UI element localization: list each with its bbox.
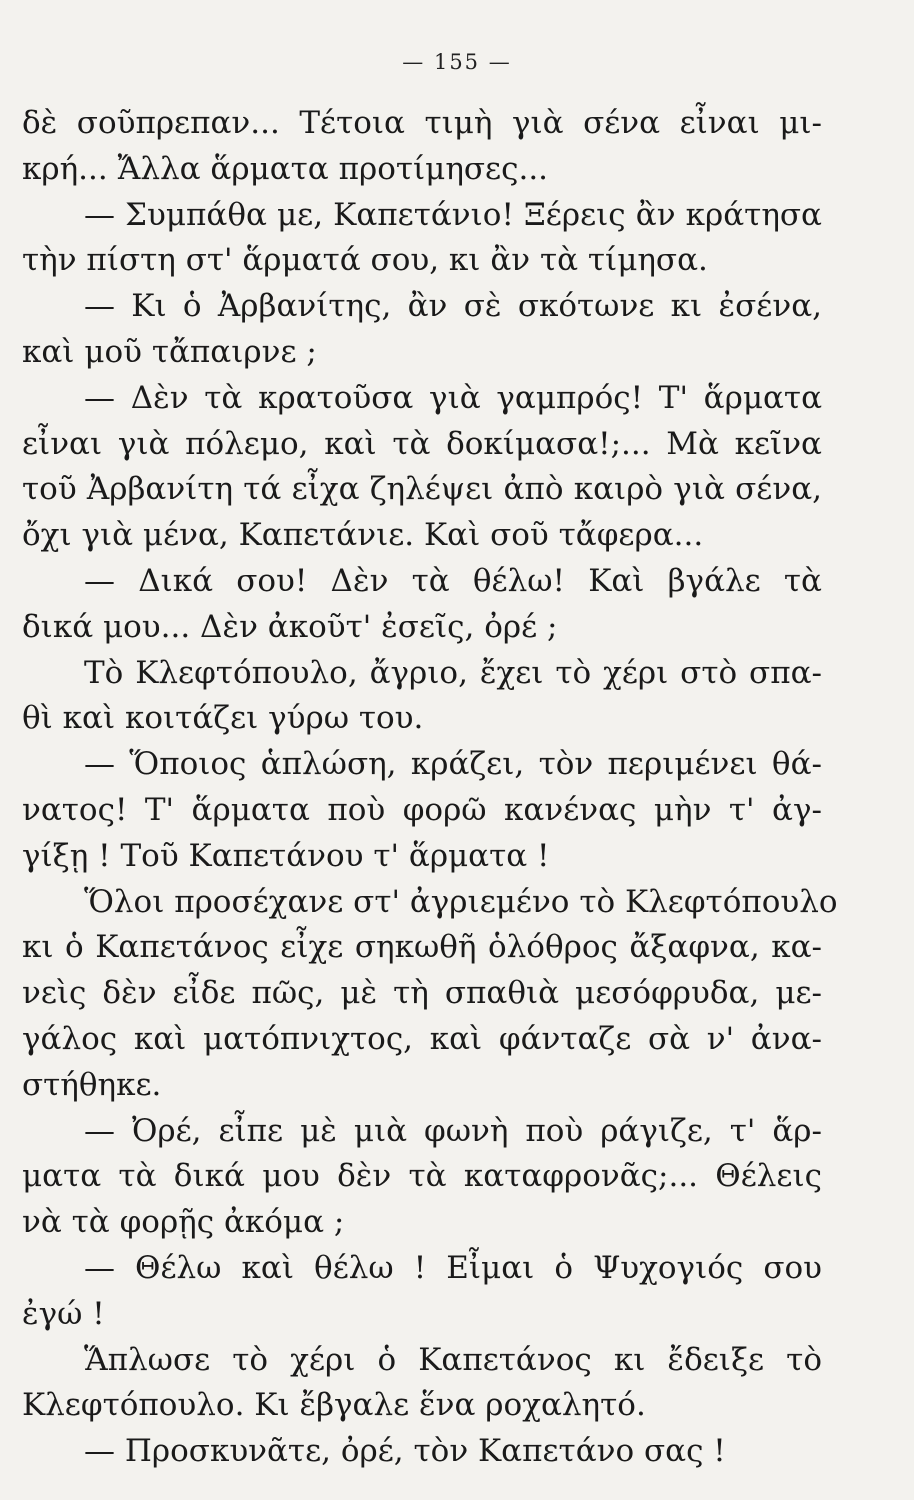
- text-line: Τὸ Κλεφτόπουλο, ἄγριο, ἔχει τὸ χέρι στὸ σπα-: [84, 654, 822, 691]
- text-line: — Ὅποιος ἁπλώση, κράζει, τὸν περιμένει θά-: [84, 746, 822, 783]
- text-line: καὶ μοῦ τἄπαιρνε ;: [22, 333, 317, 370]
- text-line: Κλεφτόπουλο. Κι ἔβγαλε ἕνα ροχαλητό.: [22, 1387, 646, 1424]
- text-line: τοῦ Ἀρβανίτη τά εἶχα ζηλέψει ἀπὸ καιρὸ γιὰ σένα,: [22, 471, 822, 508]
- text-line: Ὅλοι προσέχανε στ' ἀγριεμένο τὸ Κλεφτόπουλο: [84, 883, 838, 920]
- text-line: — Συμπάθα με, Καπετάνιο! Ξέρεις ἂν κράτησα: [84, 196, 822, 233]
- text-line: — Δικά σου! Δὲν τὰ θέλω! Καὶ βγάλε τὰ: [84, 562, 822, 599]
- body-text: [22, 101, 838, 1475]
- text-line: κρή... Ἄλλα ἅρματα προτίμησες...: [22, 150, 549, 187]
- text-line: στήθηκε.: [22, 1066, 162, 1103]
- text-line: δικά μου... Δὲν ἀκοῦτ' ἐσεῖς, ὀρέ ;: [22, 608, 558, 645]
- text-line: — Θέλω καὶ θέλω ! Εἶμαι ὁ Ψυχογιός σου: [84, 1249, 822, 1286]
- page-number: — 155 —: [402, 50, 512, 74]
- text-line: γίξῃ ! Τοῦ Καπετάνου τ' ἅρματα !: [22, 837, 550, 874]
- text-line: — Κι ὁ Ἀρβανίτης, ἂν σὲ σκότωνε κι ἐσένα,: [84, 288, 822, 325]
- text-line: ὄχι γιὰ μένα, Καπετάνιε. Καὶ σοῦ τἄφερα...: [22, 517, 704, 554]
- text-line: — Προσκυνᾶτε, ὀρέ, τὸν Καπετάνο σας !: [84, 1433, 726, 1470]
- text-line: τὴν πίστη στ' ἅρματά σου, κι ἂν τὰ τίμησα.: [22, 242, 708, 279]
- text-line: νατος! Τ' ἅρματα ποὺ φορῶ κανένας μὴν τ' ἀγ-: [22, 791, 822, 828]
- text-line: Ἅπλωσε τὸ χέρι ὁ Καπετάνος κι ἔδειξε τὸ: [84, 1341, 822, 1378]
- text-line: ἐγώ !: [22, 1295, 105, 1332]
- text-line: νὰ τὰ φορῇς ἀκόμα ;: [22, 1204, 345, 1241]
- text-line: εἶναι γιὰ πόλεμο, καὶ τὰ δοκίμασα!;... Μὰ κεῖνα: [22, 425, 822, 462]
- text-line: δὲ σοῦπρεπαν... Τέτοια τιμὴ γιὰ σένα εἶναι μι-: [22, 105, 822, 141]
- text-line: γάλος καὶ ματόπνιχτος, καὶ φάνταζε σὰ ν' ἀνα-: [22, 1020, 822, 1057]
- text-line: νεὶς δὲν εἶδε πῶς, μὲ τὴ σπαθιὰ μεσόφρυδα, με-: [22, 975, 822, 1012]
- text-line: θὶ καὶ κοιτάζει γύρω του.: [22, 700, 424, 737]
- text-line: — Δὲν τὰ κρατοῦσα γιὰ γαμπρός! Τ' ἅρματα: [84, 379, 822, 416]
- text-line: ματα τὰ δικά μου δὲν τὰ καταφρονᾶς;... Θέλεις: [22, 1158, 822, 1195]
- text-line: — Ὀρέ, εἶπε μὲ μιὰ φωνὴ ποὺ ράγιζε, τ' ἅρ-: [84, 1112, 822, 1149]
- text-line: κι ὁ Καπετάνος εἶχε σηκωθῆ ὁλόθρος ἄξαφνα, κα-: [22, 929, 822, 966]
